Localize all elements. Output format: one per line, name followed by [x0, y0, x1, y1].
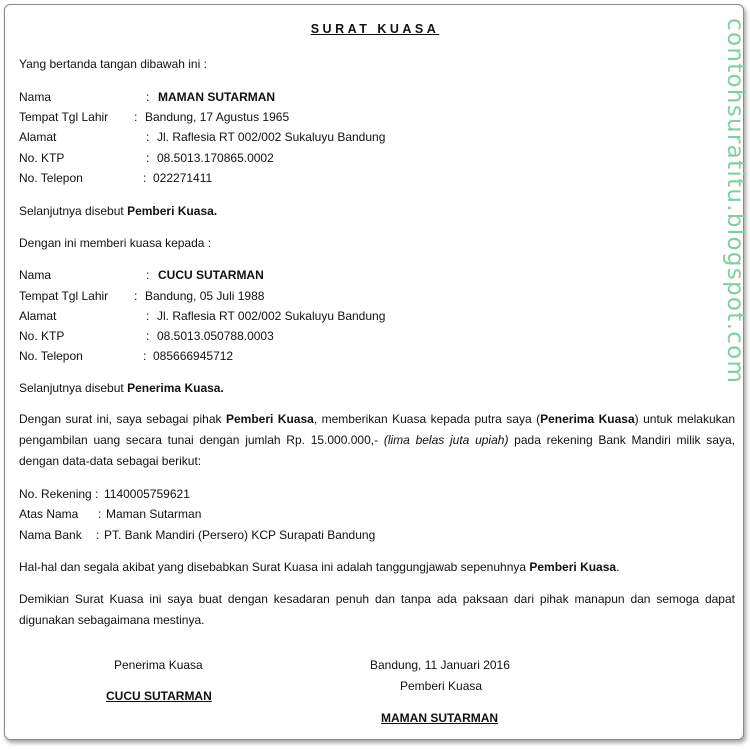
signature-right-role: Pemberi Kuasa: [400, 679, 483, 693]
grantor-alamat-value: Jl. Raflesia RT 002/002 Sukaluyu Bandung: [157, 130, 386, 144]
watermark-text: contohsuratitu.blogspot.com: [722, 18, 748, 385]
liability-text: Hal-hal dan segala akibat yang disebabkan Surat Kuasa ini adalah tanggungjawab sepenuhnya Pemberi Kuasa.: [19, 560, 620, 574]
grantor-telp-colon: :: [143, 171, 147, 185]
grantee-ktp-colon: :: [146, 329, 150, 343]
grantee-nama-colon: :: [146, 268, 150, 282]
grantee-ttl-value: Bandung, 05 Juli 1988: [145, 289, 265, 303]
account-rek-label: No. Rekening: [19, 487, 92, 501]
grantee-ktp-label: No. KTP: [19, 329, 65, 343]
grantee-telp-label: No. Telepon: [19, 349, 83, 363]
signature-left-name: CUCU SUTARMAN: [106, 689, 212, 703]
grantee-note: Selanjutnya disebut Penerima Kuasa.: [19, 381, 224, 395]
transition-text: Dengan ini memberi kuasa kepada :: [19, 236, 212, 250]
grantee-alamat-label: Alamat: [19, 309, 57, 323]
signature-place-date: Bandung, 11 Januari 2016: [370, 658, 510, 672]
grantor-ttl-value: Bandung, 17 Agustus 1965: [145, 110, 290, 124]
grantee-nama-label: Nama: [19, 268, 52, 282]
grantee-telp-colon: :: [143, 349, 147, 363]
grantee-ttl-label: Tempat Tgl Lahir: [19, 289, 109, 303]
account-rek-colon: :: [95, 487, 99, 501]
grantee-ttl-colon: :: [134, 289, 138, 303]
grantor-ktp-value: 08.5013.170865.0002: [157, 151, 274, 165]
closing-paragraph: Demikian Surat Kuasa ini saya buat dengan kesadaran penuh dan tanpa ada paksaan dari pihak manapun dan semoga dapat digunakan sebagaimana mestinya.: [19, 592, 735, 627]
grantee-ktp-value: 08.5013.050788.0003: [157, 329, 274, 343]
signature-left-role: Penerima Kuasa: [114, 658, 203, 672]
body-paragraph: Dengan surat ini, saya sebagai pihak Pemberi Kuasa, memberikan Kuasa kepada putra saya (Penerima Kuasa) untuk melakukan pengambilan uang secara tunai dengan jumlah Rp. 15.000.000,- (lima belas juta upiah) pada rekening Bank Mandiri milik saya, dengan data-data sebagai berikut:: [19, 412, 735, 468]
grantee-alamat-value: Jl. Raflesia RT 002/002 Sukaluyu Bandung: [157, 309, 386, 323]
grantor-nama-value: MAMAN SUTARMAN: [158, 90, 276, 104]
signature-right-name: MAMAN SUTARMAN: [381, 711, 499, 725]
grantor-ktp-label: No. KTP: [19, 151, 65, 165]
account-rek-value: 1140005759621: [104, 487, 190, 501]
grantor-nama-label: Nama: [19, 90, 52, 104]
grantor-telp-label: No. Telepon: [19, 171, 83, 185]
account-atas-colon: :: [98, 507, 102, 521]
account-atas-label: Atas Nama: [19, 507, 79, 521]
grantor-telp-value: 022271411: [153, 171, 213, 185]
account-bank-colon: :: [96, 528, 100, 542]
grantor-alamat-label: Alamat: [19, 130, 57, 144]
grantee-nama-value: CUCU SUTARMAN: [158, 268, 264, 282]
grantor-ttl-label: Tempat Tgl Lahir: [19, 110, 109, 124]
grantor-note: Selanjutnya disebut Pemberi Kuasa.: [19, 204, 218, 218]
grantor-ttl-colon: :: [134, 110, 138, 124]
grantee-alamat-colon: :: [146, 309, 150, 323]
account-atas-value: Maman Sutarman: [106, 507, 202, 521]
account-bank-value: PT. Bank Mandiri (Persero) KCP Surapati Bandung: [104, 528, 376, 542]
account-bank-label: Nama Bank: [19, 528, 82, 542]
grantor-alamat-colon: :: [146, 130, 150, 144]
document-title: SURAT KUASA: [310, 22, 440, 36]
grantor-nama-colon: :: [146, 90, 150, 104]
grantor-ktp-colon: :: [146, 151, 150, 165]
intro-text: Yang bertanda tangan dibawah ini :: [19, 57, 207, 71]
grantee-telp-value: 085666945712: [153, 349, 234, 363]
